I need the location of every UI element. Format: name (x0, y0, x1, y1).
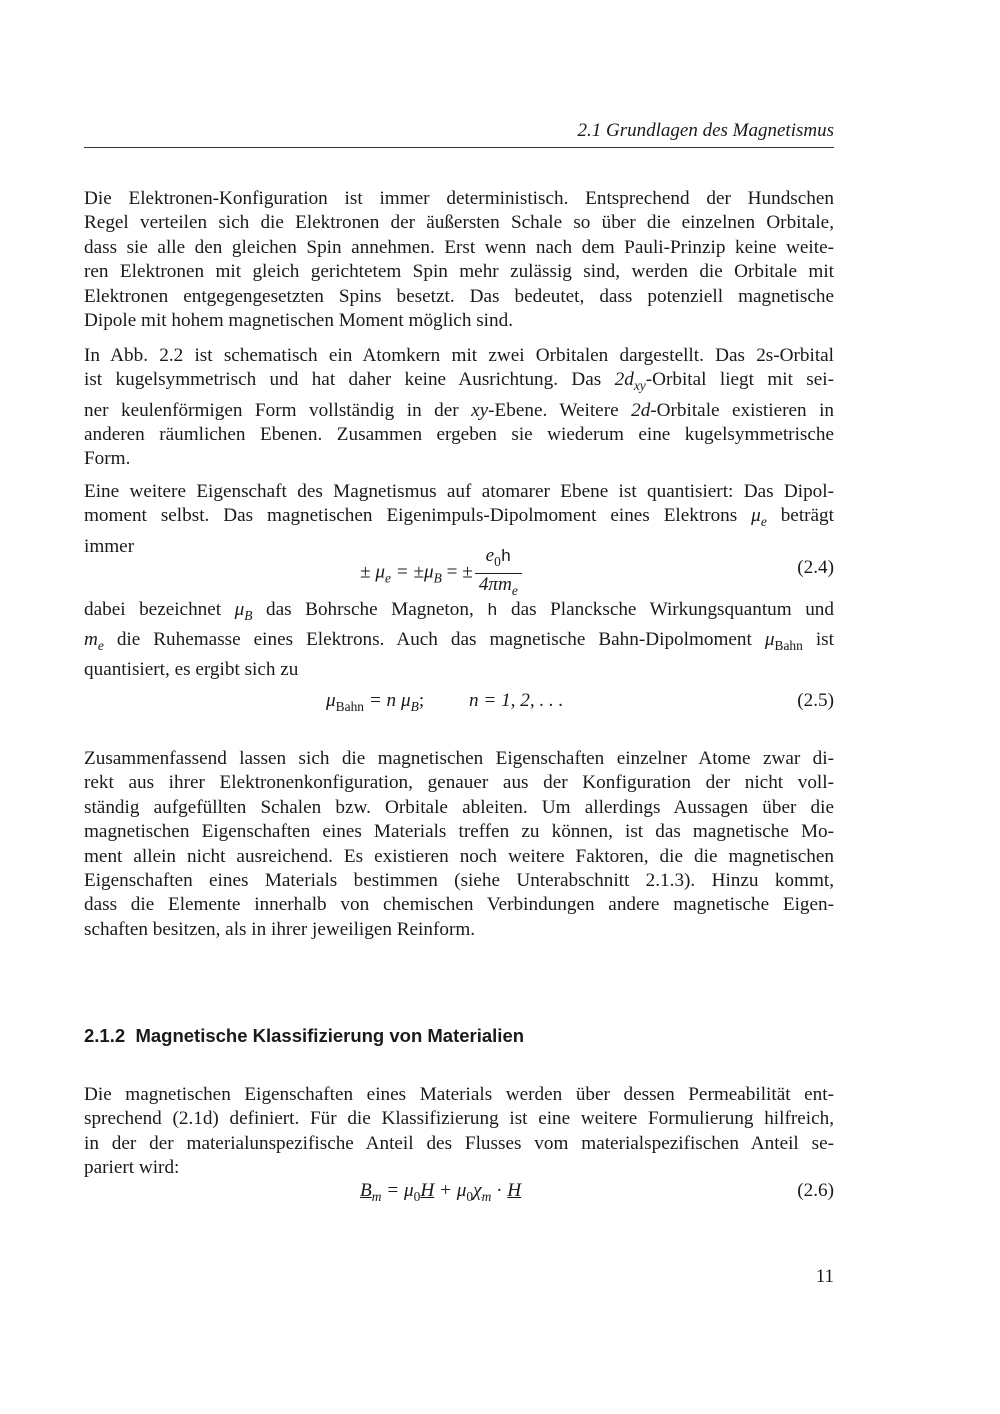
paragraph-6 (84, 1083, 834, 1181)
text-line: dabei bezeichnet $\mu_B$ das Bohrsche Magneton, h das Plancksche Wirkungsquantum und (84, 599, 834, 623)
text-line: rekt aus ihrer Elektronenkonfiguration, genauer aus der Konfiguration der nicht voll- (84, 772, 834, 794)
text-line: sprechend (2.1d) definiert. Für die Klassifizierung ist eine weitere Formulierung hilfreich, (84, 1108, 834, 1130)
text-line: in der der materialunspezifische Anteil des Flusses vom materialspezifischen Anteil se- (84, 1132, 834, 1154)
text-line: quantisiert, es ergibt sich zu (84, 659, 299, 681)
text-line: Dipole mit hohem magnetischen Moment möglich sind. (84, 310, 513, 332)
text-line: schaften besitzen, als in ihrer jeweiligen Reinform. (84, 918, 476, 940)
text-line: In Abb. 2.2 ist schematisch ein Atomkern mit zwei Orbitalen dargestellt. Das 2s-Orbital (84, 345, 834, 366)
equation-condition: n = 1, 2, . . . (468, 690, 564, 711)
text-run: ist kugelsymmetrisch und hat daher keine Ausrichtung. Das (84, 369, 615, 391)
text-line: Die Elektronen-Konfiguration ist immer deterministisch. Entsprechend der Hundschen (84, 188, 834, 209)
text-line: Form. (84, 448, 131, 470)
text-line: dass sie alle den gleichen Spin annehmen. Erst wenn nach dem Pauli-Prinzip keine weite- (84, 236, 834, 258)
text-line: moment selbst. Das magnetischen Eigenimpuls-Dipolmoment eines Elektrons $\mu_e$ beträgt (84, 505, 834, 530)
text-line: Die magnetischen Eigenschaften eines Materials werden über dessen Permeabilität ent- (84, 1084, 834, 1105)
section-heading (84, 1025, 524, 1047)
text-line: Regel verteilen sich die Elektronen der äußersten Schale so über die einzelnen Orbitale, (84, 212, 834, 234)
paragraph-1 (84, 187, 834, 333)
text-line: ner keulenförmigen Form vollständig in der xy-Ebene. Weitere 2d-Orbitale existieren in (84, 399, 834, 421)
equation-2-5 (84, 690, 834, 718)
paragraph-2 (84, 344, 834, 472)
paragraph-4 (84, 598, 834, 683)
math-2d: 2d (631, 399, 651, 421)
page-number: 11 (815, 1266, 834, 1287)
equation-2-4 (84, 545, 834, 598)
planck-constant-symbol: h (487, 602, 498, 621)
equation-body: ± $\mu_e = \pm\mu_B$ = ± $\frac{e_0h}{4\pi m_e}$ (360, 545, 524, 602)
text-line: anderen räumlichen Ebenen. Zusammen ergeben sie wiederum eine kugelsymmetrische (84, 424, 834, 446)
text-line: Elektronen entgegengesetzten Spins besetzt. Das bedeutet, dass potenziell magnetische (84, 285, 834, 307)
math-mu-e: $\mu_e$ (751, 505, 767, 530)
text-line: ständig aufgefüllten Schalen bzw. Orbitale ableiten. Um allerdings Aussagen über die (84, 796, 834, 818)
text-line: immer (84, 535, 135, 557)
equation-number: (2.5) (797, 690, 834, 711)
equation-body: $B_m = \mu_0H + \mu_0\chi_m \cdot H$ (360, 1180, 522, 1204)
text-line: ment allein nicht ausreichend. Es existieren noch weitere Faktoren, die die magnetischen (84, 845, 834, 867)
equation-body: $\mu_{Bahn} = n$ $\mu_B$; n = 1, 2, . . . (326, 690, 564, 714)
math-xy: xy (471, 399, 489, 421)
text-line: pariert wird: (84, 1157, 180, 1179)
text-run: -Orbital liegt mit sei- (645, 369, 834, 391)
text-line: $m_e$ die Ruhemasse eines Elektrons. Auch das magnetische Bahn-Dipolmoment $\mu_{Bahn}$ ist (84, 629, 834, 654)
header-rule (84, 147, 834, 148)
equation-2-6 (84, 1180, 834, 1210)
text-line: Zusammenfassend lassen sich die magnetischen Eigenschaften einzelner Atome zwar di- (84, 748, 834, 769)
paragraph-5 (84, 747, 834, 942)
text-line: magnetischen Eigenschaften eines Materials treffen zu können, ist das magnetische Mo- (84, 821, 834, 843)
text-line: Eine weitere Eigenschaft des Magnetismus auf atomarer Ebene ist quantisiert: Das Dipol- (84, 481, 834, 502)
math-2dxy: $2d_{xy}$ (614, 369, 646, 394)
equation-number: (2.6) (797, 1180, 834, 1201)
text-line: dass die Elemente innerhalb von chemischen Verbindungen andere magnetische Eigen- (84, 894, 834, 916)
fraction: $\frac{e_0h}{4\pi m_e}$ (475, 545, 522, 602)
text-line: ren Elektronen mit gleich gerichtetem Spin mehr zulässig sind, werden die Orbitale mit (84, 261, 834, 283)
text-line: Eigenschaften eines Materials bestimmen (siehe Unterabschnitt 2.1.3). Hinzu kommt, (84, 870, 834, 892)
section-number: 2.1.2 (84, 1025, 126, 1046)
section-title: Magnetische Klassifizierung von Materialien (135, 1025, 525, 1046)
text-line (84, 368, 834, 398)
equation-number: (2.4) (797, 557, 834, 578)
page (84, 0, 834, 1414)
running-header: 2.1 Grundlagen des Magnetismus (577, 120, 834, 141)
